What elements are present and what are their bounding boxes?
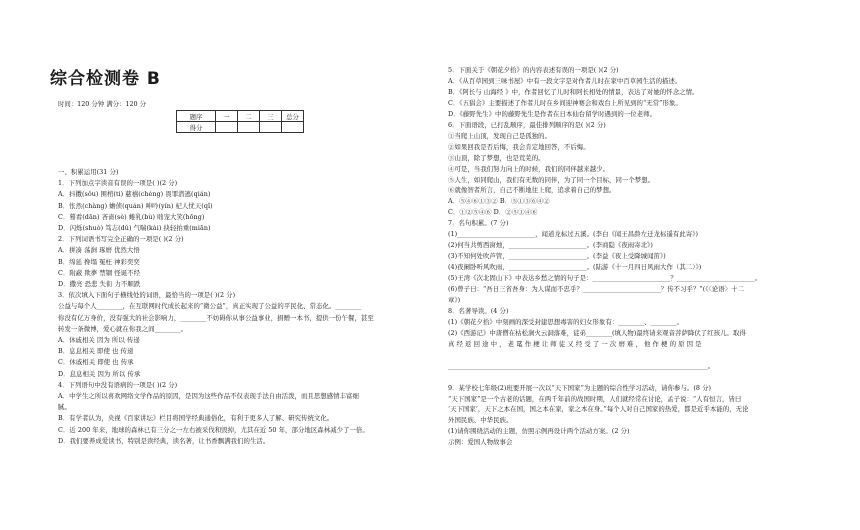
text-line: 一、积累运用(31 分) <box>58 168 119 176</box>
text-line: “天下国家”是一个古老的话题，在两千年前的战国时期，人们就经常在讨论，孟子说：“人有恒言，皆曰 <box>448 394 742 403</box>
score-cell: 题序 <box>177 111 216 122</box>
text-line: 真 经 返 回 途 中 ， 老 鼋 作 梗 让 师 徒 又 经 受 了 一 次 磨 难 ， 他 作 梗 的 原 因 是 <box>448 339 702 348</box>
text-line: A．中学生之所以喜欢网络文学作品的原因，是因为这些作品不仅表现手法自由活泼，而且思想感情丰富细 <box>58 392 359 400</box>
text-line: 公益与每个人________，在互联网时代成长起来的“微公益”，真正实现了公益的平民化、常态化。________ <box>58 302 362 311</box>
text-line: (1)请你围绕活动的主题，仿照示例再设计两个活动方案。(2 分) <box>448 427 630 436</box>
score-cell[interactable] <box>238 122 260 133</box>
text-line: D．撒亮 恐悲 失衔 力不顺跌 <box>58 280 141 288</box>
text-line: A．抖擞(sǒu) 围棺(ti) 慈禧(chéng) 畏罪潜逃(qián) <box>58 190 211 199</box>
text-line: 5．下面关于《朝花夕拾》的内容表述有误的一项是( )(2 分) <box>448 66 619 74</box>
text-line: B．息息相关 即使 也 传递 <box>58 347 134 356</box>
text-line: B．绵延 搀塌 冤枉 神彩奕奕 <box>58 257 140 266</box>
exam-meta: 时间：120 分钟 满分：120 分 <box>58 100 147 108</box>
text-line: (2)《西游记》中唐僧在枯松涧火云洞落难，徒弟________(填人物)最终请来观音菩萨降伏了红孩儿。取得 <box>448 328 746 337</box>
text-line: 腻。 <box>58 403 71 412</box>
score-table-header-row <box>177 111 304 122</box>
text-line: A．⑤④⑥①③② B．⑤①③⑥④② <box>448 197 550 206</box>
text-line: 7．名句积累。(7 分) <box>448 219 509 228</box>
text-line: D．息息相关 因为 所以 传承 <box>58 369 141 378</box>
text-line: 外国民族、中华民族。 <box>448 416 513 425</box>
text-line: ________________________________________________________________________________。 <box>448 361 715 370</box>
text-line: A．拼凑 荡涧 琢磨 优然大悟 <box>58 246 140 255</box>
score-table <box>176 110 304 133</box>
page-title: 综合检测卷 B <box>50 69 161 89</box>
text-line: D．闪烁(shuò) 笃志(dǔ) 气喘(kài) 抉轻拍重(miān) <box>58 224 211 232</box>
text-line: 8．名著导读。(4 分) <box>448 306 509 315</box>
score-cell[interactable] <box>260 122 282 133</box>
text-line: (5)王湾《次北固山下》中表达乡愁之情的句子是：________________________？________________________。 <box>448 274 762 283</box>
text-line: C．蓦看(dān) 吝啬(sè) 蜷乳(bù) 咄宠大笑(hōng) <box>58 212 205 221</box>
text-line: A．休戚相关 因为 所以 传递 <box>58 336 140 344</box>
text-line: ⑤人生，如同爬山，我们有无数的同伴，为了同一个目标，同一个梦想。 <box>448 175 655 184</box>
text-line: 9．某学校七年级(2)班要开展一次以“天下国家”为主题的综合性学习活动，请你参与。(8 分) <box>448 383 712 392</box>
text-line: (6)曾子曰：“吾日三省吾身：为人谋而不忠乎？________________________？传不习乎？”(《〈论语〉十二 <box>448 285 744 293</box>
text-line: D．我们要养成爱读书，特别是读经典，读名著，让书香飘满我们的生活。 <box>58 436 270 445</box>
text-line: 1．下列加点字读音有误的一项是( )(2 分) <box>58 179 178 188</box>
text-line: 你没有亿万身价，没有强大的社会影响力，________不妨碍你从事公益事业，捐赠一本书，提供一份午餐，甚至 <box>58 313 374 322</box>
text-line: C．附蔽 欺夢 禁锢 怪诞不经 <box>58 268 141 277</box>
score-cell[interactable] <box>282 122 304 133</box>
text-line: ⑥就像智者所言，自己不断地往上爬，追求着自己的梦想。 <box>448 186 616 195</box>
text-line: B．怅然(chàng) 蟾侦(quán) 呻吟(yín) 杞人忧天(qǐ) <box>58 201 213 210</box>
text-line: A．《从百草园到三味书屋》中有一段文字是对作者儿时在家中百草园生活的描述。 <box>448 76 682 85</box>
score-cell: 总分 <box>282 111 304 122</box>
text-line: 2．下列词语书写完全正确的一项是( )(2 分) <box>58 235 184 244</box>
text-line: C．近 200 年来，地球的森林已有三分之一左右被采伐和毁掉，尤其在近 50 年，部分地区森林减少了一倍。 <box>58 425 369 434</box>
score-cell: 一 <box>216 111 238 122</box>
text-line: 3．依次填入下面句子横线处的词语，最恰当的一项是( )(2 分) <box>58 291 236 300</box>
text-line: 6．下面语段，已打乱顺序，最佳排列顺序的是( )(2 分) <box>448 120 606 129</box>
text-line: 转发一条微博，爱心就在你我之间________。 <box>58 324 188 333</box>
text-line: 章》) <box>448 295 461 304</box>
text-line: D．《藤野先生》中的藤野先生是作者在日本仙台留学时遇到的一位老师。 <box>448 109 657 118</box>
score-cell: 得分 <box>177 122 216 133</box>
text-line: C．①②⑤④⑥ D．②⑤①④⑥ <box>448 208 538 217</box>
text-line: B．有学者认为，央视《百家讲坛》栏目将国学经典通俗化，有利于更多人了解、研究传统文化。 <box>58 414 334 423</box>
score-table-row <box>177 122 304 133</box>
text-line: C．休戚相关 即使 也 传承 <box>58 358 134 367</box>
text-line: 4．下列语句中没有语病的一项是( )(2 分) <box>58 380 178 389</box>
score-cell: 二 <box>238 111 260 122</box>
text-line: ①当爬上山顶，发现自己是孤独的。 <box>448 131 552 140</box>
text-line: (1)《朝花夕拾》中刻画的深受封建思想毒害的妇女形象有：________、________。 <box>448 317 684 326</box>
text-line: ②如果回我是否后悔，我会肯定地回答，不后悔。 <box>448 142 590 151</box>
text-line: ‘天下国家’，天下之本在国，国之本在家，家之本在身。”每个人对自己国家的热爱，都是近乎本能的，无论 <box>448 405 749 414</box>
text-line: (4)夜阑卧听风吹雨，________________________。(陆游《十一月四日风雨大作（其二）》) <box>448 263 702 272</box>
text-line: 示例：爱国人物故事会 <box>448 438 513 447</box>
score-cell: 三 <box>260 111 282 122</box>
text-line: ④可是，当我们努力向上的时候，我们的同伴越来越少。 <box>448 164 610 173</box>
text-line: (1)________________________，闻道龙标过五溪。(李白《闻王昌龄左迁龙标遥有此寄》) <box>448 230 698 239</box>
text-line: ③山顶，除了梦想，也是荒芜的。 <box>448 153 545 162</box>
text-line: B．《阿长与 山海经 》中，作者回忆了儿时和阿长相处的情景，表达了对她的怀念之情。 <box>448 87 699 96</box>
score-cell[interactable] <box>216 122 238 133</box>
text-line: (2)何当共剪西窗烛，________________________。(李商隐《夜雨寄北》) <box>448 241 653 250</box>
text-line: (3)不知何处吹芦管，________________________。(李益《夜上受降城闻笛》) <box>448 252 666 261</box>
text-line: C．《五猖会》主要描述了作者儿时在乡间迎神赛会和戏台上所见到的“无常”形象。 <box>448 98 682 107</box>
